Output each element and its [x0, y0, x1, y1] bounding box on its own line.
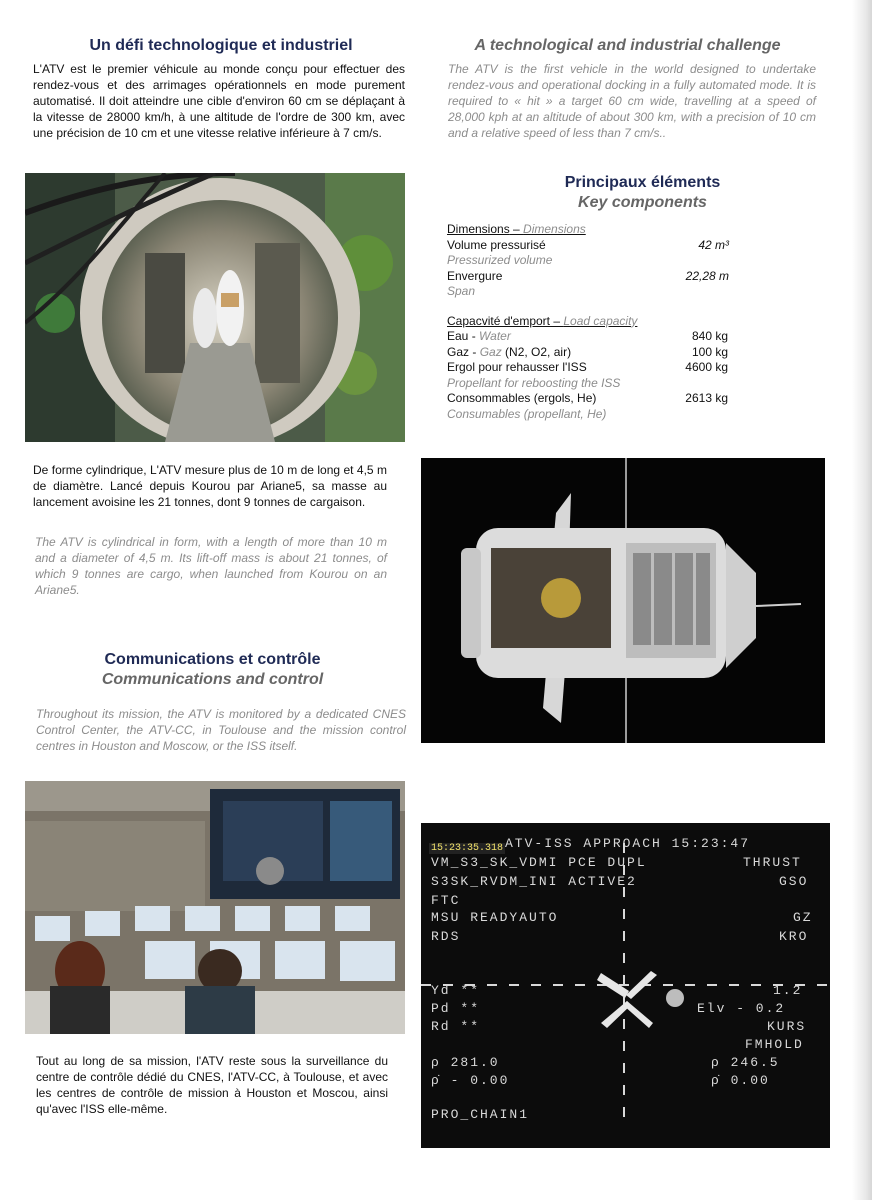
screen-line-7: Pd **	[431, 1001, 481, 1016]
heading-key-components-en: Key components	[578, 194, 707, 211]
screen-title: ATV-ISS APPROACH 15:23:47	[505, 836, 751, 851]
screen-right-11: ρ̇ 0.00	[711, 1073, 770, 1088]
screen-line-10: ρ 281.0	[431, 1055, 500, 1070]
heading-comms-en: Communications and control	[101, 671, 324, 688]
dimensions-label: Dimensions – Dimensions	[447, 222, 586, 236]
volume-en: Pressurized volume	[447, 253, 553, 267]
screen-right-1: THRUST	[743, 855, 802, 870]
row-gas: Gaz - Gaz (N2, O2, air) 100 kg	[447, 344, 728, 359]
row-span: Envergure 22,28 m	[447, 268, 729, 283]
heading-challenge-en: A technological and industrial challenge	[474, 37, 781, 54]
screen-right-4: GZ	[793, 910, 813, 925]
row-consumables: Consommables (ergols, He) 2613 kg	[447, 391, 728, 405]
text-cylinder-en: The ATV is cylindrical in form, with a length of more than 10 m and a diameter of 4,5 m. Its lift-off mass is about 21 tonnes, of which 9 tonnes are cargo, when launched from Kourou on an Ariane5.	[35, 535, 387, 597]
text-challenge-en: The ATV is the first vehicle in the world designed to undertake rendez-vous and operational docking in a fully automated mode. It is required to « hit » a target 60 cm wide, travelling at a speed of 28,000 kph at an altitude of about 300 km, with a precision of 10 cm and a relative speed of less than 7 cm/s..	[448, 62, 816, 140]
approach-monitor-screen	[421, 823, 830, 1148]
atv-spacecraft-photo	[421, 458, 825, 743]
capacity-label: Capacvité d'emport – Load capacity	[447, 313, 638, 328]
consumables-en: Consumables (propellant, He)	[447, 406, 607, 421]
screen-right-8: KURS	[767, 1019, 807, 1034]
screen-right-2: GSO	[779, 874, 809, 889]
screen-right-5: KRO	[779, 929, 809, 944]
text-comms-fr: Tout au long de sa mission, l'ATV reste sous la surveillance du centre de contrôle dédié du CNES, l'ATV-CC, à Toulouse, et avec les centres de contrôle de mission à Houston et Moscou, ainsi qu'avec l'ISS elle-même.	[36, 1054, 388, 1116]
screen-timestamp: 15:23:35.318	[431, 843, 504, 854]
screen-line-12: PRO_CHAIN1	[431, 1107, 530, 1122]
heading-challenge-fr: Un défi technologique et industriel	[89, 37, 353, 54]
screen-right-9: FMHOLD	[745, 1037, 804, 1052]
atv-interior-photo	[25, 173, 405, 442]
page-edge-shadow	[852, 0, 872, 1200]
screen-line-8: Rd **	[431, 1019, 481, 1034]
screen-line-11: ρ̇ - 0.00	[431, 1073, 510, 1088]
screen-right-10: ρ 246.5	[711, 1055, 780, 1070]
screen-line-4: MSU READYAUTO	[431, 910, 559, 925]
heading-key-components-fr: Principaux éléments	[564, 174, 721, 191]
text-comms-en: Throughout its mission, the ATV is monitored by a dedicated CNES Control Center, the ATV-CC, in Toulouse and the mission control centres in Houston and Moscow, or the ISS itself.	[36, 707, 406, 753]
row-water: Eau - Water 840 kg	[447, 329, 728, 343]
span-en: Span	[447, 284, 476, 298]
text-challenge-fr: L'ATV est le premier véhicule au monde conçu pour effectuer des rendez-vous et des arrimages opérationnels en mode purement automatisé. Il doit atteindre une cible d'environ 60 cm se déplaçant à la vitesse de 28000 km/h, à une altitude de l'ordre de 300 km, avec une précision de 10 cm et une vitesse relative inférieure à 7 cm/s.	[33, 62, 405, 140]
screen-line-6: Yd **	[431, 983, 481, 998]
screen-line-5: RDS	[431, 929, 461, 944]
screen-line-1: VM_S3_SK_VDMI PCE DUPL	[431, 855, 647, 870]
control-room-photo	[25, 781, 405, 1034]
screen-line-3: FTC	[431, 893, 461, 908]
text-cylinder-fr: De forme cylindrique, L'ATV mesure plus de 10 m de long et 4,5 m de diamètre. Lancé depuis Kourou par Ariane5, sa masse au lancement avoisine les 21 tonnes, dont 9 tonnes de cargaison.	[33, 463, 387, 509]
screen-right-6: 1.2	[773, 983, 803, 998]
screen-right-7: Elv - 0.2	[697, 1001, 786, 1016]
row-volume: Volume pressurisé 42 m³	[447, 237, 729, 252]
key-components-list	[447, 222, 747, 422]
propellant-en: Propellant for reboosting the ISS	[447, 375, 621, 390]
row-propellant: Ergol pour rehausser l'ISS 4600 kg	[447, 360, 728, 374]
screen-line-2: S3SK_RVDM_INI ACTIVE2	[431, 874, 637, 889]
heading-comms-fr: Communications et contrôle	[104, 651, 321, 668]
